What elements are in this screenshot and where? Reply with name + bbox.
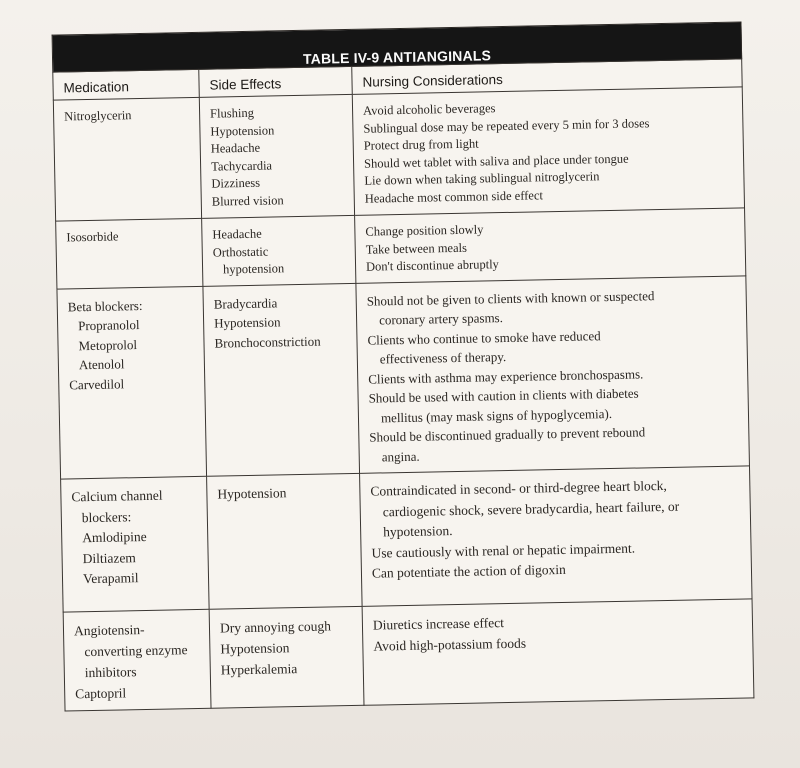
medication-line: Captopril: [75, 685, 127, 702]
side-effect-line: Hyperkalemia: [220, 661, 298, 678]
side-effect-line: Headache: [212, 226, 262, 242]
side-effect-line: Hypotension: [210, 122, 275, 139]
nursing-line: Avoid high-potassium foods: [373, 635, 527, 654]
side-effect-line: Tachycardia: [210, 157, 273, 174]
side-effect-line: Dry annoying cough: [219, 618, 332, 636]
side-effect-line: Hypotension: [217, 485, 287, 502]
nursing-line: Clients who continue to smoke have reduced: [367, 327, 601, 348]
nursing-line: Clients with asthma may experience bronchospasms.: [368, 365, 644, 387]
nursing-line: Should not be given to clients with known or suspected: [366, 287, 655, 309]
nursing-line: Take between meals: [365, 240, 468, 257]
side-effect-line: Orthostatic: [212, 244, 269, 260]
nursing-line: Change position slowly: [365, 222, 484, 239]
header-side-effects: Side Effects: [199, 66, 353, 97]
antianginals-table: [52, 21, 755, 711]
nursing-line: effectiveness of therapy.: [379, 349, 507, 367]
medication-line: Amlodipine: [82, 528, 147, 546]
side-effects-cell: [199, 94, 354, 218]
nursing-line: Avoid alcoholic beverages: [362, 101, 496, 118]
medication-cell: [61, 476, 210, 612]
nursing-line: hypotension.: [383, 523, 453, 540]
table-row-calcium-channel-blockers: [61, 466, 752, 612]
nursing-line: Headache most common side effect: [364, 187, 544, 206]
medication-line: Nitroglycerin: [64, 108, 132, 124]
nursing-line: Should wet tablet with saliva and place under tongue: [363, 151, 629, 171]
nursing-line: Sublingual dose may be repeated every 5 min for 3 doses: [363, 115, 650, 136]
nursing-line: Contraindicated in second- or third-degree heart block,: [370, 477, 667, 499]
nursing-line: cardiogenic shock, severe bradycardia, heart failure, or: [382, 498, 680, 519]
medication-cell: [53, 97, 201, 221]
side-effect-line: hypotension: [222, 261, 285, 277]
nursing-line: mellitus (may mask signs of hypoglycemia).: [380, 405, 613, 425]
medication-line: Atenolol: [78, 356, 125, 373]
antianginals-table-wrapper: [52, 21, 755, 711]
medication-line: Beta blockers:: [67, 297, 143, 314]
side-effect-line: Flushing: [209, 105, 255, 121]
medication-line: blockers:: [81, 508, 132, 525]
nursing-line: coronary artery spasms.: [378, 310, 504, 328]
side-effect-line: Bronchoconstriction: [214, 333, 321, 351]
medication-cell: [57, 286, 207, 479]
table-row-ace-inhibitors: [63, 599, 754, 711]
side-effect-line: Bradycardia: [213, 294, 278, 312]
header-medication: Medication: [53, 69, 200, 100]
nursing-cell: [356, 275, 750, 473]
medication-cell: [56, 218, 203, 288]
nursing-cell: [360, 466, 752, 606]
nursing-line: Don't discontinue abruptly: [365, 257, 499, 274]
nursing-line: Should be discontinued gradually to prevent rebound: [369, 424, 646, 445]
nursing-line: Protect drug from light: [363, 136, 479, 153]
medication-line: Diltiazem: [82, 549, 136, 566]
nursing-line: Use cautiously with renal or hepatic impairment.: [371, 540, 636, 561]
nursing-cell: [362, 599, 754, 705]
side-effects-cell: [209, 606, 364, 708]
medication-cell: [63, 609, 211, 711]
medication-line: Verapamil: [82, 570, 139, 587]
medication-line: Carvedilol: [69, 375, 125, 392]
medication-line: inhibitors: [84, 664, 137, 681]
nursing-line: Can potentiate the action of digoxin: [371, 561, 566, 581]
medication-line: converting enzyme: [84, 642, 188, 660]
side-effect-line: Blurred vision: [211, 192, 284, 209]
side-effect-line: Hypotension: [220, 640, 290, 657]
side-effect-line: Headache: [210, 140, 261, 156]
medication-line: Propranolol: [78, 317, 140, 334]
side-effects-cell: [207, 473, 363, 609]
side-effects-cell: [203, 283, 360, 476]
side-effects-cell: [202, 215, 356, 285]
medication-line: Calcium channel: [71, 487, 163, 505]
medication-line: Isosorbide: [66, 229, 119, 245]
nursing-cell: [355, 208, 746, 283]
table-row-nitroglycerin: [53, 87, 744, 221]
nursing-line: Lie down when taking sublingual nitroglycerin: [364, 169, 600, 188]
side-effect-line: Hypotension: [213, 314, 281, 331]
nursing-line: Should be used with caution in clients with diabetes: [368, 385, 639, 406]
nursing-line: angina.: [381, 448, 420, 464]
medication-line: Angiotensin-: [73, 622, 145, 639]
table-title: TABLE IV-9 ANTIANGINALS: [52, 22, 742, 72]
nursing-line: Diuretics increase effect: [372, 615, 505, 633]
side-effect-line: Dizziness: [211, 175, 261, 191]
nursing-cell: [352, 87, 744, 215]
medication-line: Metoprolol: [78, 336, 138, 353]
header-nursing-considerations: Nursing Considerations: [352, 59, 742, 94]
table-row-beta-blockers: [57, 275, 750, 479]
